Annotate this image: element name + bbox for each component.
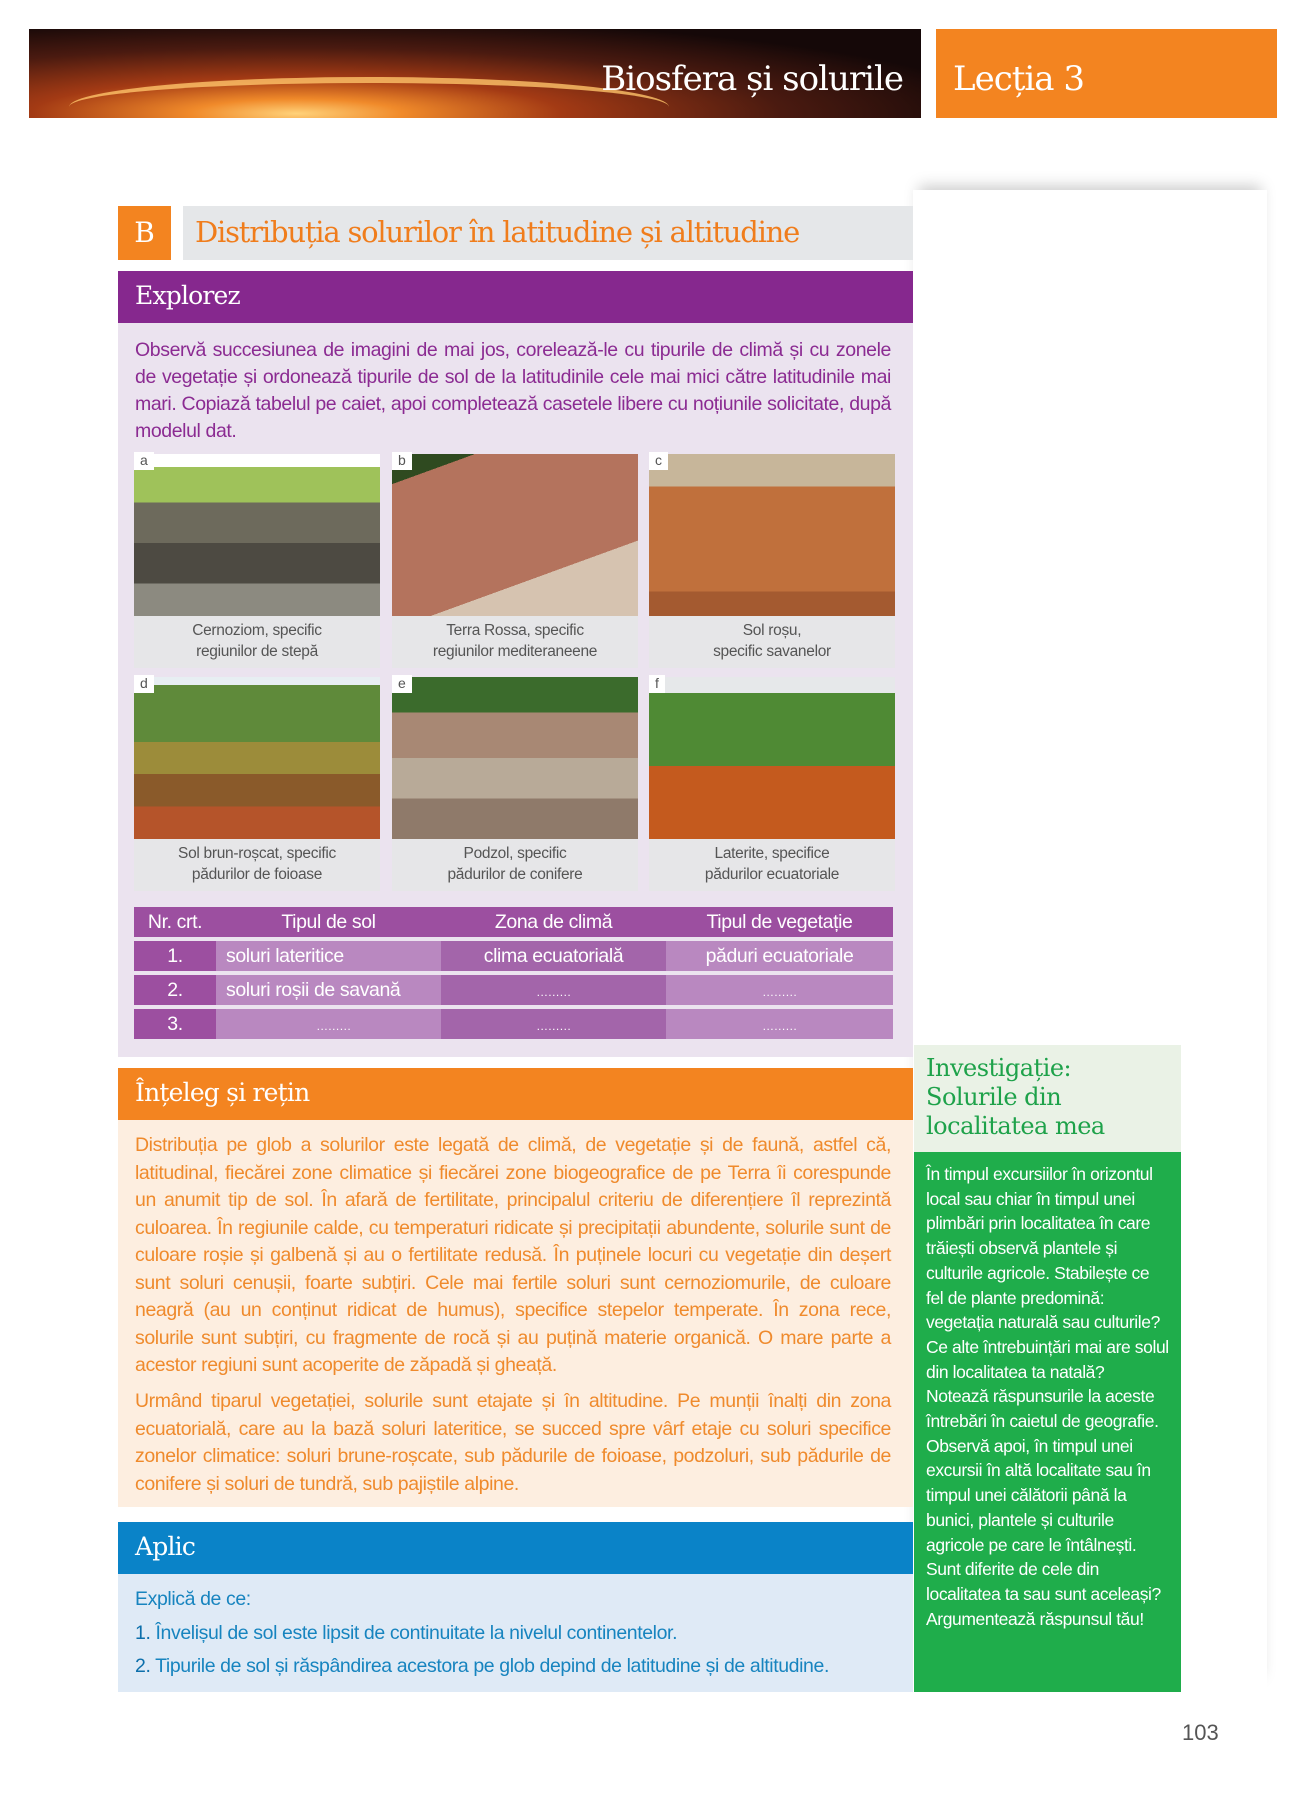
photo-label: b (392, 452, 412, 470)
table-cell: 1. (134, 941, 216, 971)
explorez-heading: Explorez (118, 271, 913, 323)
caption-line: regiunilor de stepă (196, 643, 318, 660)
aplic-item (135, 1655, 829, 1678)
caption-line: Sol brun-roșcat, specific (178, 845, 336, 862)
photo-label: d (134, 675, 154, 693)
chapter-title: Biosfera și solurile (601, 59, 903, 99)
soil-table (134, 903, 893, 1043)
soil-photo (649, 454, 895, 616)
chapter-banner (29, 29, 921, 118)
section-title: Distribuția solurilor în latitudine și altitudine (183, 206, 913, 260)
photo-label: f (649, 675, 665, 693)
inteleg-paragraph-2: Urmând tiparul vegetației, solurile sunt etajate și în altitudine. Pe munții înalți din zona ecuatorială, care au la bază soluri lateritice, se succed spre vârf etaje cu soluri specifice zonelor climatice: soluri brune-roșcate, sub pădurile de foioase, podzoluri, sub pădurile de conifere și soluri de tundră, sub pajiștile alpine. (135, 1390, 891, 1495)
soil-photo (649, 677, 895, 839)
section-letter: B (118, 206, 171, 260)
table-cell: ……… (666, 975, 893, 1005)
table-header: Zona de climă (441, 907, 666, 937)
caption-line: Terra Rossa, specific (446, 622, 584, 639)
caption-line: pădurilor de foioase (191, 866, 323, 883)
table-cell: ……… (216, 1009, 441, 1039)
explorez-text: Observă succesiunea de imagini de mai jos, corelează-le cu tipurile de climă și cu zonele de vegetație și ordonează tipurile de sol de la latitudinile cele mai mici către latitudinile mai mari. Copiază tabelul pe caiet, apoi completează casetele libere cu noțiunile solicitate, după modelul dat. (135, 339, 891, 442)
table-header: Tipul de sol (216, 907, 441, 937)
aplic-intro: Explică de ce: (135, 1588, 251, 1610)
soil-photo (392, 677, 638, 839)
aplic-heading: Aplic (118, 1522, 913, 1574)
photo-label: c (649, 452, 668, 470)
soil-photo (134, 454, 380, 616)
page-number: 103 (1182, 1720, 1219, 1745)
table-cell: 2. (134, 975, 216, 1005)
table-header: Nr. crt. (134, 907, 216, 937)
caption-line: pădurilor ecuatoriale (704, 866, 840, 883)
photo-caption (134, 839, 380, 891)
table-cell: soluri lateritice (216, 941, 441, 971)
table-row (134, 975, 893, 1005)
table-cell: clima ecuatorială (441, 941, 666, 971)
item-text: Tipurile de sol și răspândirea acestora pe glob depind de latitudine și de altitudine. (155, 1655, 829, 1677)
lesson-label: Lecția 3 (936, 29, 1277, 118)
table-cell: soluri roșii de savană (216, 975, 441, 1005)
investigatie-title: Investigație: Solurile din localitatea mea (914, 1045, 1181, 1152)
photo-caption (134, 616, 380, 668)
soil-photo (134, 677, 380, 839)
inteleg-heading: Înțeleg și rețin (118, 1068, 913, 1120)
photo-caption (392, 839, 638, 891)
table-cell: ……… (441, 975, 666, 1005)
caption-line: Podzol, specific (463, 845, 567, 862)
photo-caption (649, 839, 895, 891)
caption-line: Cernoziom, specific (192, 622, 322, 639)
table-cell: păduri ecuatoriale (666, 941, 893, 971)
caption-line: specific savanelor (713, 643, 831, 660)
aplic-item (135, 1622, 677, 1645)
table-cell: ……… (666, 1009, 893, 1039)
caption-line: pădurilor de conifere (447, 866, 583, 883)
inteleg-paragraph-1: Distribuția pe glob a solurilor este legată de climă, de vegetație și de faună, astfel că, latitudinal, fiecărei zone climatice și fiecărei zone biogeografice de pe Terra îi corespunde un anumit tip de sol. În afară de fertilitate, principalul criteriu de diferențiere îl reprezintă culoarea. În regiunile calde, cu temperaturi ridicate și precipitații abundente, solurile sunt de culoare roșie și galbenă și au o fertilitate redusă. În puținele locuri cu vegetație din deșert sunt soluri cenușii, foarte subțiri. Cele mai fertile soluri sunt cernoziomurile, de culoare neagră (au un conținut ridicat de humus), specifice stepelor temperate. În zona rece, solurile sunt subțiri, cu fragmente de rocă și au puțină materie organică. O mare parte a acestor regiuni sunt acoperite de zăpadă și gheață. (135, 1134, 891, 1376)
caption-line: regiunilor mediteraneene (432, 643, 598, 660)
table-cell: 3. (134, 1009, 216, 1039)
investigatie-text: În timpul excursiilor în orizontul local sau chiar în timpul unei plimbări prin localitatea în care trăiești observă plantele și culturile agricole. Stabilește ce fel de plante predomină: vegetația naturală sau culturile? Ce alte întrebuințări mai are solul din localitatea ta natală? Notează răspunsurile la aceste întrebări în caietul de geografie. Observă apoi, în timpul unei excursii în altă localitate sau în timpul unei călătorii până la bunici, plantele și culturile agricole pe care le întâlnești. Sunt diferite de cele din localitatea ta sau sunt aceleași? Argumentează răspunsul tău! (914, 1152, 1181, 1692)
table-row (134, 941, 893, 971)
table-cell: ……… (441, 1009, 666, 1039)
photo-caption (649, 616, 895, 668)
table-row (134, 1009, 893, 1039)
caption-line: Laterite, specifice (714, 845, 830, 862)
table-header: Tipul de vegetație (666, 907, 893, 937)
lava-image (69, 77, 669, 118)
caption-line: Sol roșu, (742, 622, 802, 639)
soil-photo (392, 454, 638, 616)
photo-caption (392, 616, 638, 668)
photo-label: a (134, 452, 154, 470)
photo-label: e (392, 675, 412, 693)
item-number: 2. (135, 1655, 151, 1677)
item-number: 1. (135, 1622, 151, 1644)
item-text: Învelișul de sol este lipsit de continuitate la nivelul continentelor. (155, 1622, 678, 1644)
